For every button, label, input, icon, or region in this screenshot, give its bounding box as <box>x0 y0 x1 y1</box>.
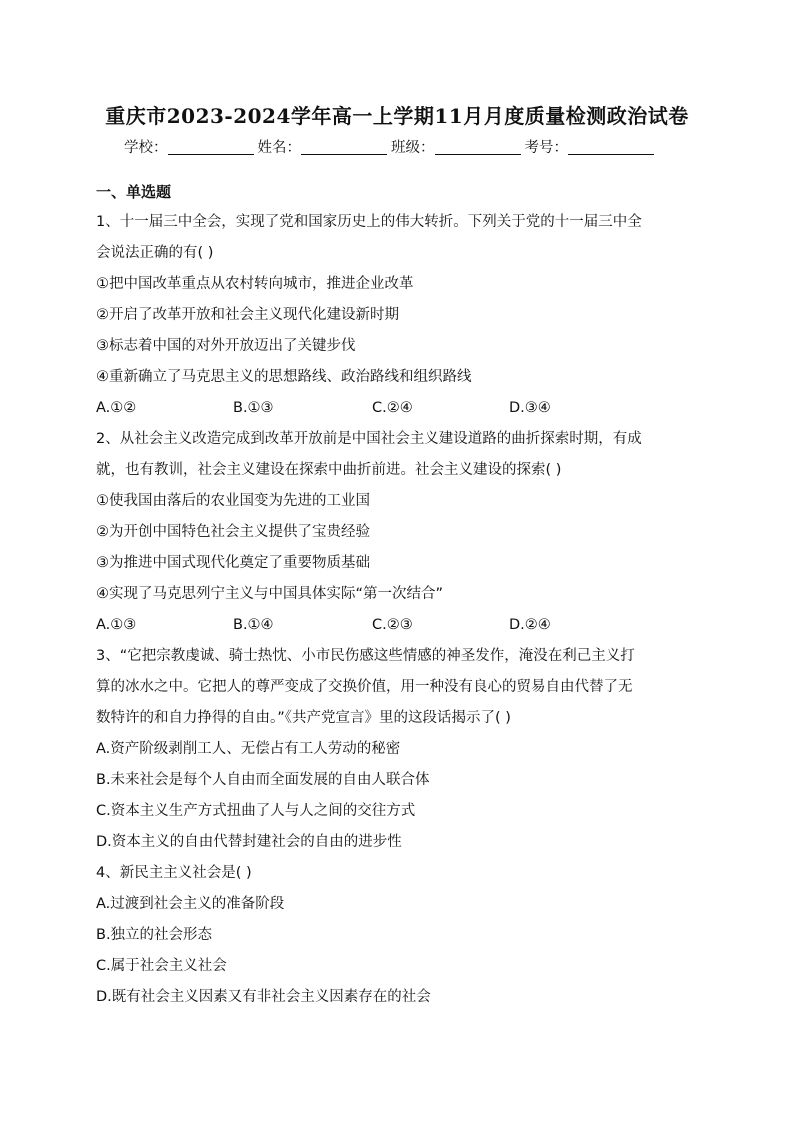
statement-item: ①使我国由落后的农业国变为先进的工业国 <box>96 493 370 509</box>
name-label: 姓名： <box>257 140 301 156</box>
name-blank <box>301 140 387 155</box>
class-label: 班级： <box>391 140 435 156</box>
choice-b: B.①④ <box>233 617 274 633</box>
answer-choices <box>96 610 706 641</box>
choice-d: D.②④ <box>509 617 551 633</box>
question-stem: 会说法正确的有( ) <box>96 245 214 261</box>
section-heading: 一、单选题 <box>96 183 172 201</box>
option-a: A.资产阶级剥削工人、无偿占有工人劳动的秘密 <box>96 741 401 757</box>
school-label: 学校： <box>124 140 168 156</box>
question-stem: 2、从社会主义改造完成到改革开放前是中国社会主义建设道路的曲折探索时期，有成 <box>96 431 642 447</box>
school-blank <box>168 140 254 155</box>
statement-item: ④实现了马克思列宁主义与中国具体实际“第一次结合” <box>96 586 444 602</box>
choice-c: C.②④ <box>372 400 413 416</box>
question-4 <box>96 858 706 1013</box>
choice-c: C.②③ <box>372 617 413 633</box>
class-blank <box>435 140 521 155</box>
exam-title: 重庆市2023-2024学年高一上学期11月月度质量检测政治试卷 <box>105 104 689 128</box>
question-1 <box>96 207 706 424</box>
statement-item: ③为推进中国式现代化奠定了重要物质基础 <box>96 555 370 571</box>
choice-a: A.①③ <box>96 617 137 633</box>
question-3 <box>96 641 706 858</box>
option-b: B.独立的社会形态 <box>96 927 213 943</box>
option-d: D.既有社会主义因素又有非社会主义因素存在的社会 <box>96 989 431 1005</box>
choice-a: A.①② <box>96 400 137 416</box>
statement-item: ②开启了改革开放和社会主义现代化建设新时期 <box>96 307 399 323</box>
question-stem: 算的冰水之中。它把人的尊严变成了交换价值，用一种没有良心的贸易自由代替了无 <box>96 679 633 695</box>
statement-item: ①把中国改革重点从农村转向城市，推进企业改革 <box>96 276 414 292</box>
exam-no-label: 考号： <box>524 140 568 156</box>
option-c: C.属于社会主义社会 <box>96 958 227 974</box>
answer-choices <box>96 393 706 424</box>
question-stem: 就，也有教训，社会主义建设在探索中曲折前进。社会主义建设的探索( ) <box>96 462 562 478</box>
statement-item: ④重新确立了马克思主义的思想路线、政治路线和组织路线 <box>96 369 472 385</box>
question-2 <box>96 424 706 641</box>
statement-item: ②为开创中国特色社会主义提供了宝贵经验 <box>96 524 370 540</box>
option-c: C.资本主义生产方式扭曲了人与人之间的交往方式 <box>96 803 416 819</box>
choice-d: D.③④ <box>509 400 551 416</box>
question-stem: 数特许的和自力挣得的自由。”《共产党宣言》里的这段话揭示了( ) <box>96 710 511 726</box>
exam-content <box>96 180 706 1013</box>
option-b: B.未来社会是每个人自由而全面发展的自由人联合体 <box>96 772 430 788</box>
question-stem: 4、新民主主义社会是( ) <box>96 865 252 881</box>
option-a: A.过渡到社会主义的准备阶段 <box>96 896 285 912</box>
question-stem: 3、“它把宗教虔诚、骑士热忱、小市民伤感这些情感的神圣发作，淹没在利己主义打 <box>96 648 635 664</box>
question-stem: 1、十一届三中全会，实现了党和国家历史上的伟大转折。下列关于党的十一届三中全 <box>96 214 642 230</box>
student-info-row <box>124 136 658 157</box>
option-d: D.资本主义的自由代替封建社会的自由的进步性 <box>96 834 402 850</box>
statement-item: ③标志着中国的对外开放迈出了关键步伐 <box>96 338 356 354</box>
exam-no-blank <box>568 140 654 155</box>
choice-b: B.①③ <box>233 400 274 416</box>
